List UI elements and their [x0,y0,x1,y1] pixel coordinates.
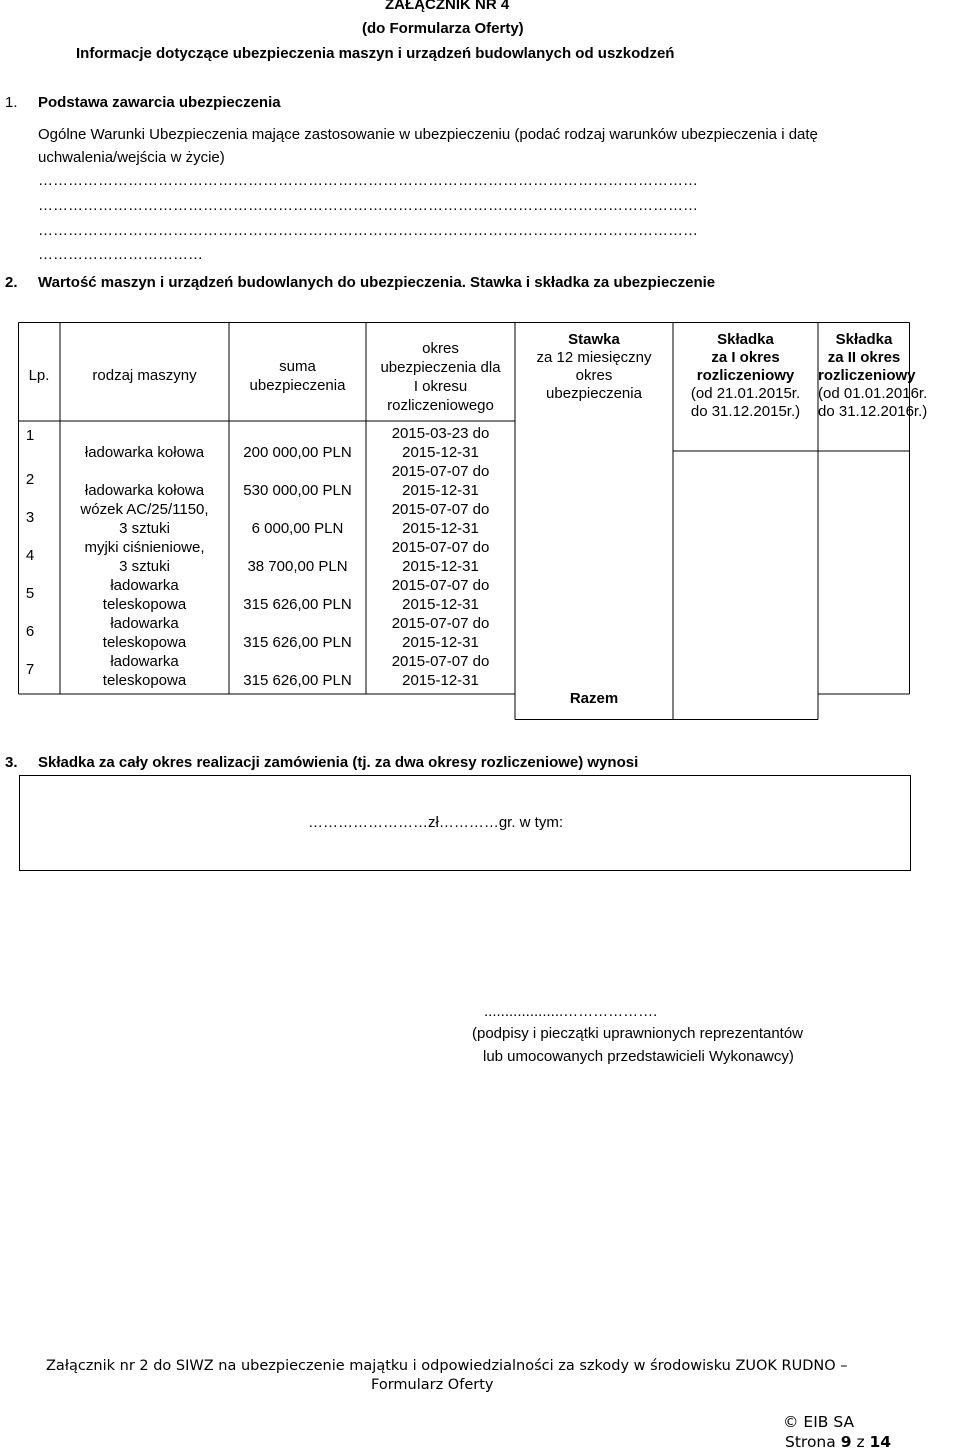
fill-line-3: …………………………………………………………………………………………………………………… [38,222,698,239]
signature-line: ...................………………. [484,1003,658,1020]
signature-caption-line1: (podpisy i pieczątki uprawnionych reprezentantów [472,1025,804,1042]
header-stawka-line2: za 12 miesięczny [536,349,652,366]
row7-suma: 315 626,00 PLN [243,672,352,689]
row2-suma: 530 000,00 PLN [243,482,352,499]
row3-okres-start: 2015-07-07 do [391,501,490,518]
fill-line-2: …………………………………………………………………………………………………………………… [38,197,698,214]
header-okres-line1: okres [422,340,459,357]
row1-suma: 200 000,00 PLN [243,444,352,461]
section1-title: Podstawa zawarcia ubezpieczenia [38,94,281,111]
row6-suma: 315 626,00 PLN [243,634,352,651]
annex-subtitle: (do Formularza Oferty) [362,20,524,37]
section1-number: 1. [5,94,18,111]
fill-line-4: …………………………… [38,246,203,263]
row6-okres-end: 2015-12-31 [402,634,479,651]
annex-title: ZAŁĄCZNIK NR 4 [385,0,510,13]
row3-rodzaj-line2: 3 sztuki [119,520,170,537]
row1-rodzaj: ładowarka kołowa [84,444,205,461]
lp-number: 4 [25,547,35,564]
fill-line-1: …………………………………………………………………………………………………………………… [38,172,698,189]
footer-copyright: © EIB SA [783,1413,855,1431]
section1-text-line2: uchwalenia/wejścia w życie) [38,149,225,166]
row7-okres-end: 2015-12-31 [402,672,479,689]
row3-okres-end: 2015-12-31 [402,520,479,537]
row4-okres-end: 2015-12-31 [402,558,479,575]
lp-number: 3 [25,509,35,526]
document-heading: Informacje dotyczące ubezpieczenia maszyn i urządzeń budowlanych od uszkodzeń [76,45,675,62]
row3-suma: 6 000,00 PLN [251,520,344,537]
header-okres-line2: ubezpieczenia dla [380,359,501,376]
row4-okres-start: 2015-07-07 do [391,539,490,556]
lp-number: 5 [25,585,35,602]
section1-text-line1: Ogólne Warunki Ubezpieczenia mające zastosowanie w ubezpieczeniu (podać rodzaj warunków ubezpieczenia i datę [38,126,818,143]
header-suma-line2: ubezpieczenia [249,377,346,394]
header-skladka2-line1: Składka [835,331,893,348]
header-stawka-line4: ubezpieczenia [546,385,642,402]
row5-rodzaj-line1: ładowarka [110,577,179,594]
row4-rodzaj-line1: myjki ciśnieniowe, [84,539,205,556]
footer-text-line1: Załącznik nr 2 do SIWZ na ubezpieczenie majątku i odpowiedzialności za szkody w środowisku ZUOK RUDNO – [46,1358,848,1374]
header-skladka1-line2: za I okres [711,349,780,366]
row7-okres-start: 2015-07-07 do [391,653,490,670]
page-sep: z [856,1433,865,1451]
header-stawka-line1: Stawka [568,331,620,348]
page-current: 9 [840,1433,852,1451]
row1-okres-start: 2015-03-23 do [391,425,490,442]
lp-number: 7 [25,661,35,678]
page-number [785,1433,891,1451]
header-skladka2-line5: do 31.12.2016r.) [818,403,928,420]
section2-title: Wartość maszyn i urządzeń budowlanych do ubezpieczenia. Stawka i składka za ubezpieczenie [38,274,716,291]
header-lp: Lp. [28,367,50,384]
header-okres-line4: rozliczeniowego [387,397,494,414]
signature-caption-line2: lub umocowanych przedstawicieli Wykonawcy) [483,1048,794,1065]
footer-text-line2: Formularz Oferty [371,1377,494,1393]
lp-number: 2 [25,471,35,488]
header-skladka2-line2: za II okres [827,349,901,366]
lp-number: 6 [25,623,35,640]
row5-okres-start: 2015-07-07 do [391,577,490,594]
section3-title: Składka za cały okres realizacji zamówienia (tj. za dwa okresy rozliczeniowe) wynosi [38,754,639,771]
row6-rodzaj-line2: teleskopowa [102,634,187,651]
row2-okres-end: 2015-12-31 [402,482,479,499]
header-rodzaj-maszyny: rodzaj maszyny [92,367,197,384]
page-label: Strona [785,1433,836,1451]
premium-amount-line: ……………………zł…………gr. w tym: [308,814,564,831]
header-skladka1-line4: (od 21.01.2015r. [690,385,801,402]
row2-rodzaj: ładowarka kołowa [84,482,205,499]
row5-rodzaj-line2: teleskopowa [102,596,187,613]
lp-number: 1 [25,427,35,444]
header-suma-line1: suma [279,358,316,375]
row7-rodzaj-line1: ładowarka [110,653,179,670]
header-skladka1-line3: rozliczeniowy [696,367,795,384]
insurance-table [18,322,928,720]
razem-label: Razem [569,690,619,707]
header-skladka1-line5: do 31.12.2015r.) [690,403,801,420]
premium-total-box[interactable] [19,775,911,871]
row6-okres-start: 2015-07-07 do [391,615,490,632]
header-okres-line3: I okresu [413,378,468,395]
header-stawka-line3: okres [575,367,613,384]
header-skladka2-line4: (od 01.01.2016r. [818,385,928,402]
row7-rodzaj-line2: teleskopowa [102,672,187,689]
row2-okres-start: 2015-07-07 do [391,463,490,480]
section2-number: 2. [5,274,18,291]
row3-rodzaj-line1: wózek AC/25/1150, [80,501,209,518]
row4-suma: 38 700,00 PLN [247,558,348,575]
section3-number: 3. [5,754,18,771]
row6-rodzaj-line1: ładowarka [110,615,179,632]
row1-okres-end: 2015-12-31 [402,444,479,461]
row5-suma: 315 626,00 PLN [243,596,352,613]
page-total: 14 [869,1433,892,1451]
header-skladka1-line1: Składka [717,331,774,348]
row4-rodzaj-line2: 3 sztuki [119,558,170,575]
header-skladka2-line3: rozliczeniowy [818,367,916,384]
row5-okres-end: 2015-12-31 [402,596,479,613]
